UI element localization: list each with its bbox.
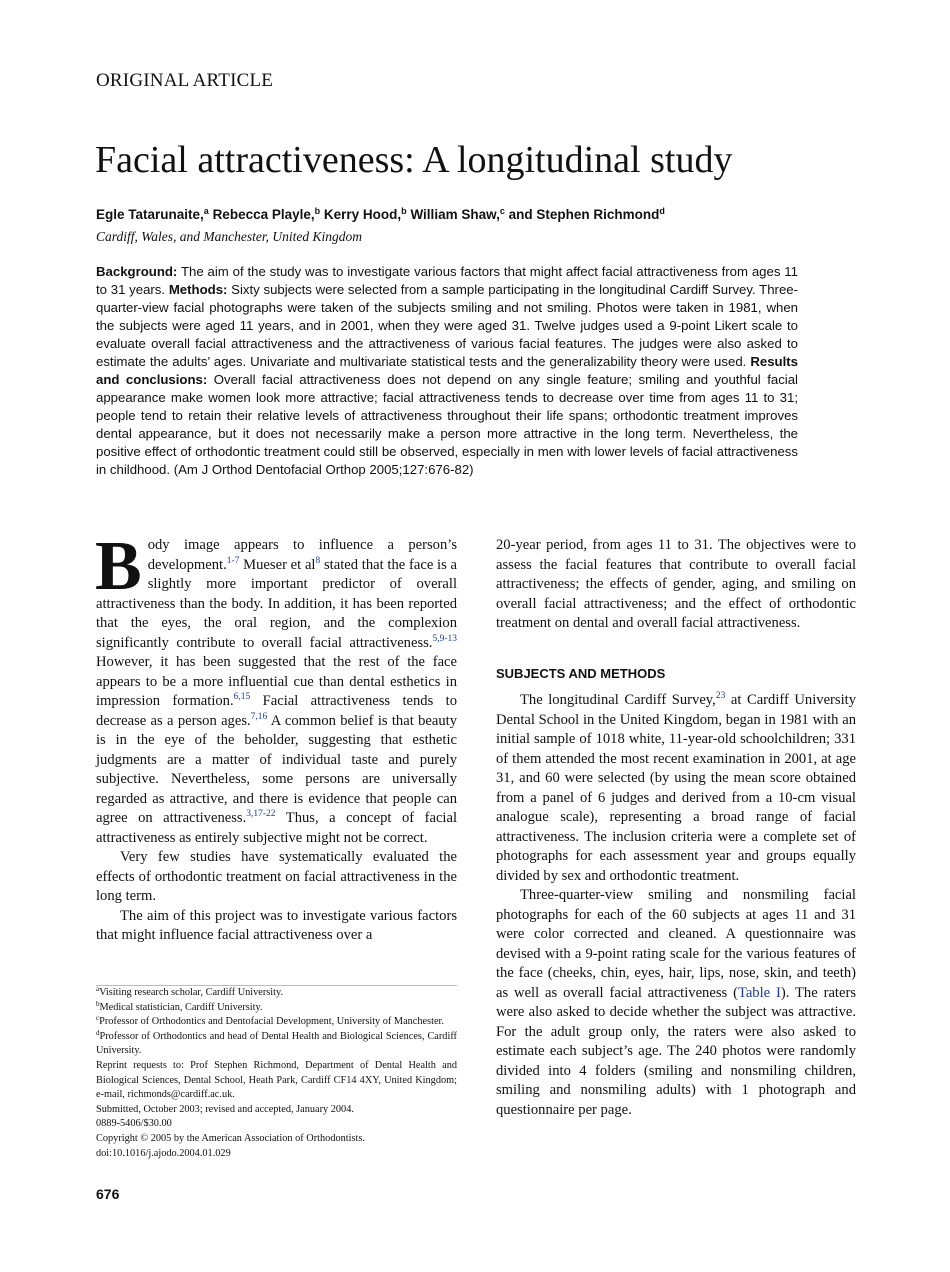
footnote-text: Visiting research scholar, Cardiff University. [99, 987, 284, 998]
drop-cap: B [95, 528, 142, 605]
footnote [96, 1132, 457, 1147]
abstract-results-text: Overall facial attractiveness does not depend on any single feature; smiling and youthful facial appearance make women look more attractive; facial attractiveness tends to decrease over time from ages 11 to 31; people tend to retain their relative levels of attractiveness throughout their life spans; orthodontic treatment improves dental appearance, but it does not necessarily make a person more attractive in the long term. Nevertheless, the positive effect of orthodontic treatment could still be observed, especially in men with lower levels of facial attractiveness in childhood. [96, 372, 798, 477]
footnote-text: doi:10.1016/j.ajodo.2004.01.029 [96, 1147, 231, 1159]
author-name: Kerry Hood, [323, 207, 402, 222]
author-list [96, 207, 665, 222]
abstract-methods-text: Sixty subjects were selected from a sample participating in the longitudinal Cardiff Survey. Three-quarter-view facial photographs were taken of the subjects smiling and not smiling. Photos were taken in 1981, when the subjects were aged 11 years, and in 2001, when they were aged 31. Twelve judges used a 9-point Likert scale to evaluate overall facial attractiveness and the attractiveness of various facial features. The judges were also asked to estimate the adults’ ages. Univariate and multivariate statistical tests and the generalizability theory were used. [96, 282, 799, 369]
reference-link[interactable]: 6,15 [233, 692, 251, 702]
body-text: stated that the face is a slightly more important predictor of overall attractiveness than the body. In addition, it has been reported that the eyes, the oral region, and the complexion significantly contribute to overall facial attractiveness. [96, 556, 458, 651]
reference-link[interactable]: 1-7 [226, 555, 240, 566]
body-text: Facial attractiveness tends to decrease as a person ages. [96, 693, 457, 729]
author-name: Egle Tatarunaite, [96, 207, 204, 222]
section-heading-methods: SUBJECTS AND METHODS [496, 665, 666, 681]
author-name: Rebecca Playle, [212, 207, 315, 222]
body-paragraph: 20-year period, from ages 11 to 31. The objectives were to assess the facial features that contribute to overall facial attractiveness; the effects of gender, aging, and smiling on overall facial attractiveness; and the effect of orthodontic treatment on dental and overall facial attractiveness. [496, 537, 856, 631]
footnote [96, 1059, 457, 1103]
reference-link[interactable]: 8 [315, 555, 321, 566]
footnote [96, 1001, 457, 1016]
abstract-methods-label: Methods: [168, 282, 228, 297]
body-text: at Cardiff University Dental School in the United Kingdom, began in 1981 with an initial sample of 1018 white, 11-year-old schoolchildren; 331 of them attended the most recent examination in 2001, at age 31, and 60 were selected (by using the mean score obtained from a panel of 6 judges and derived from a 10-cm visual analogue scale), representing a broad range of facial attractiveness. The inclusion criteria were a complete set of photographs for each assessment year and groups equally divided by sex and orthodontic treatment. [496, 692, 856, 884]
footnote-text: Medical statistician, Cardiff University. [99, 1001, 263, 1013]
footnote-mark: b [96, 999, 100, 1008]
reference-link[interactable]: 3,17-22 [246, 809, 276, 819]
abstract-citation: (Am J Orthod Dentofacial Orthop 2005;127:676-82) [173, 462, 474, 477]
footnote-mark: d [96, 1028, 100, 1037]
table-link[interactable]: Table I [737, 984, 781, 1001]
reference-link[interactable]: 5,9-13 [432, 633, 457, 644]
abstract-background-label: Background: [96, 264, 178, 279]
footnote-text: Professor of Orthodontics and head of Dental Health and Biological Sciences, Cardiff University. [96, 1030, 457, 1057]
body-text: Three-quarter-view smiling and nonsmiling facial photographs for each of the 60 subjects at ages 11 and 31 were color corrected and cleaned. A questionnaire was devised with a 9-point rating scale for the various features of the face (cheeks, chin, eyes, hair, lips, nose, skin, and teeth) as well as overall facial attractiveness ( [496, 887, 856, 1001]
reference-link[interactable]: 7,16 [250, 711, 268, 722]
footnote-mark: a [96, 985, 100, 993]
footnote-text: Submitted, October 2003; revised and accepted, January 2004. [96, 1103, 354, 1115]
body-paragraph [496, 886, 856, 1120]
body-paragraph [496, 691, 856, 886]
author-affiliation-mark: b [401, 206, 407, 216]
page-number: 676 [96, 1186, 120, 1202]
left-column [95, 528, 458, 946]
body-text: The longitudinal Cardiff Survey, [520, 692, 716, 708]
reference-link[interactable]: 23 [715, 691, 726, 701]
abstract-results-label: Results and conclusions: [96, 354, 798, 387]
footnote-text: 0889-5406/$30.00 [96, 1118, 172, 1130]
footnote-text: Copyright © 2005 by the American Association of Orthodontists. [96, 1132, 365, 1144]
author-affiliation: Cardiff, Wales, and Manchester, United Kingdom [96, 229, 362, 244]
footnote [96, 1103, 457, 1118]
body-text: A common belief is that beauty is in the eye of the beholder, suggesting that esthetic judgments are a matter of individual taste and purely subjective. Nevertheless, some persons are universally regarded as attractive, and there is evidence that people can agree on attractiveness. [96, 712, 457, 826]
body-paragraph: Very few studies have systematically evaluated the effects of orthodontic treatment on facial attractiveness in the long term. [96, 849, 457, 904]
body-paragraph: The aim of this project was to investigate various factors that might influence facial attractiveness over a [96, 907, 457, 943]
author-name: and Stephen Richmond [508, 207, 660, 222]
author-affiliation-mark: b [314, 206, 321, 216]
body-text: Thus, a concept of facial attractiveness as entirely subjective might not be correct. [96, 810, 458, 846]
abstract [96, 263, 798, 479]
body-text: ody image appears to influence a person’s development. [147, 537, 457, 573]
footnote [96, 1030, 457, 1059]
section-label: ORIGINAL ARTICLE [96, 70, 274, 91]
author-affiliation-mark: a [203, 206, 209, 216]
footnote [96, 1147, 457, 1162]
footnote-text: Reprint requests to: Prof Stephen Richmond, Department of Dental Health and Biological Sciences, Dental School, Heath Park, Cardiff CF14 4XY, United Kingdom; e-mail, richmonds@cardiff.ac.uk. [96, 1059, 457, 1101]
body-text: However, it has been suggested that the rest of the face appears to be a more influential cue than dental esthetics in impression formation. [96, 654, 457, 709]
article-title: Facial attractiveness: A longitudinal study [95, 139, 733, 181]
footnote [96, 1015, 457, 1030]
body-text: ). The raters were also asked to decide whether the subject was attractive. For the adult group only, the raters were also asked to estimate each subject’s age. The 240 photos were randomly divided into 4 folders (smiling and nonsmiling children, smiling and nonsmiling adults) with 1 photograph and questionnaire per page. [496, 984, 856, 1118]
footnote [96, 1117, 457, 1132]
intro-paragraph [95, 528, 458, 848]
footnote [96, 986, 457, 1001]
body-text: Mueser et al [239, 556, 316, 573]
abstract-background-text: The aim of the study was to investigate various factors that might affect facial attractiveness from ages 11 to 31 years. [96, 264, 798, 297]
footnotes [96, 985, 457, 1161]
author-affiliation-mark: c [499, 206, 505, 216]
author-affiliation-mark: d [659, 206, 665, 216]
right-column [496, 536, 856, 1120]
footnote-mark: c [96, 1014, 100, 1023]
footnote-text: Professor of Orthodontics and Dentofacial Development, University of Manchester. [99, 1016, 444, 1028]
author-name: William Shaw, [410, 207, 500, 222]
